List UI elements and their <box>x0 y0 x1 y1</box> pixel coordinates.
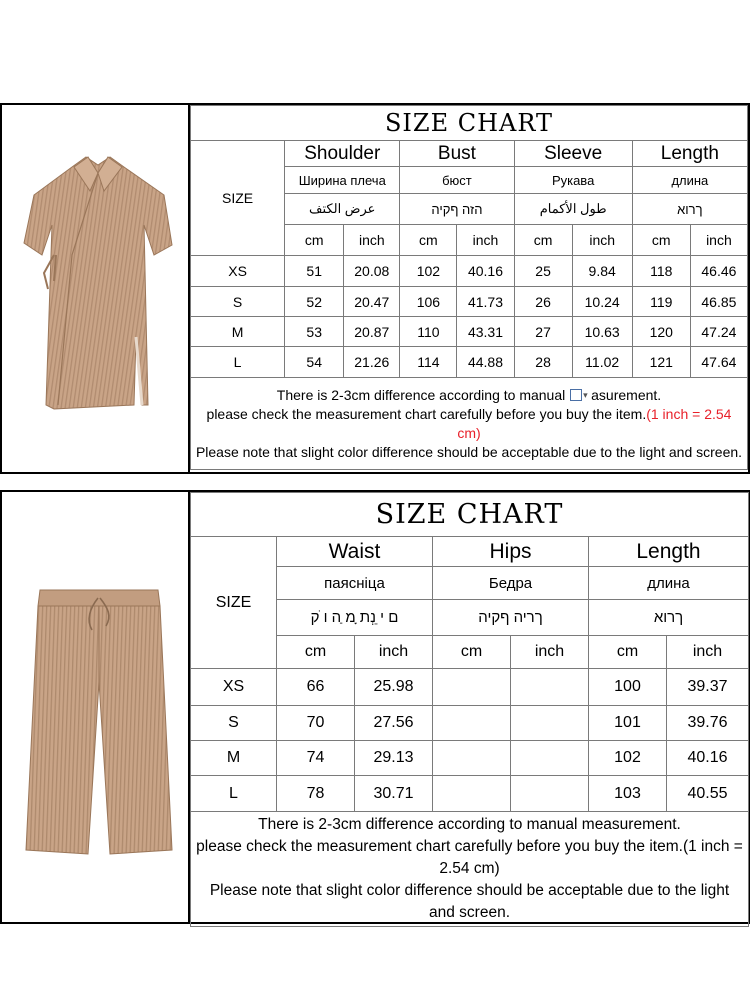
pants-value-cell <box>433 669 511 706</box>
dress-unit-cell: cm <box>514 225 572 256</box>
pants-value-cell: 102 <box>589 741 667 776</box>
dress-unit-cell: cm <box>400 225 457 256</box>
dress-size-chart-block <box>0 103 750 474</box>
dress-value-cell: 110 <box>400 317 457 347</box>
pants-value-cell <box>511 669 589 706</box>
pants-chart-title: SIZE CHART <box>191 493 749 537</box>
dress-size-cell: XS <box>191 256 285 287</box>
pants-image-cell <box>2 492 190 922</box>
dress-value-cell: 46.85 <box>690 287 747 317</box>
pants-size-header: SIZE <box>191 537 277 669</box>
dress-size-table <box>190 105 748 470</box>
pants-size-cell: S <box>191 706 277 741</box>
dress-note-1a: There is 2-3cm difference according to manual <box>276 386 570 403</box>
pants-value-cell: 70 <box>277 706 355 741</box>
dress-row-s <box>191 287 748 317</box>
pants-unit-cell: cm <box>277 636 355 669</box>
pants-col-waist-local: ם י ֵנְת ָמ ַה ו ֹק <box>277 600 433 636</box>
dress-value-cell: 102 <box>400 256 457 287</box>
dress-value-cell: 20.08 <box>344 256 400 287</box>
dress-col-sleeve-local: طول الأكمام <box>514 194 632 225</box>
pants-unit-cell: cm <box>433 636 511 669</box>
dress-value-cell: 120 <box>632 317 690 347</box>
dress-value-cell: 119 <box>632 287 690 317</box>
pants-notes <box>191 812 749 927</box>
dress-note-1b: asurement. <box>591 386 662 403</box>
dress-value-cell: 52 <box>285 287 344 317</box>
dress-value-cell: 54 <box>285 347 344 378</box>
dress-col-length: Length <box>632 141 747 167</box>
dress-value-cell: 106 <box>400 287 457 317</box>
pants-value-cell: 29.13 <box>355 741 433 776</box>
dress-size-cell: M <box>191 317 285 347</box>
pants-col-hips-local: ךריה ףקיה <box>433 600 589 636</box>
paste-options-icon[interactable] <box>570 389 582 401</box>
pants-value-cell <box>511 741 589 776</box>
pants-value-cell: 40.16 <box>667 741 749 776</box>
pants-size-cell: XS <box>191 669 277 706</box>
dress-note-2-text: please check the measurement chart carefully before you buy the item. <box>206 405 647 422</box>
dress-value-cell: 47.24 <box>690 317 747 347</box>
dress-value-cell: 25 <box>514 256 572 287</box>
dress-note-2-conversion: (1 inch = 2.54 cm) <box>457 405 732 441</box>
pants-col-waist: Waist <box>277 537 433 567</box>
pants-value-cell: 101 <box>589 706 667 741</box>
pants-chart-area <box>190 492 748 922</box>
dress-unit-cell: cm <box>632 225 690 256</box>
pants-unit-cell: cm <box>589 636 667 669</box>
dress-col-length-local: ךרוא <box>632 194 747 225</box>
dress-chart-title: SIZE CHART <box>191 106 748 141</box>
dress-value-cell: 114 <box>400 347 457 378</box>
dress-value-cell: 9.84 <box>572 256 632 287</box>
dress-value-cell: 53 <box>285 317 344 347</box>
pants-col-hips-ru: Бедра <box>433 567 589 600</box>
dress-value-cell: 51 <box>285 256 344 287</box>
dress-size-cell: S <box>191 287 285 317</box>
dress-value-cell: 121 <box>632 347 690 378</box>
dress-value-cell: 20.47 <box>344 287 400 317</box>
pants-row-m <box>191 741 749 776</box>
dress-note-1 <box>195 386 743 405</box>
dress-unit-cell: inch <box>344 225 400 256</box>
dress-value-cell: 10.24 <box>572 287 632 317</box>
pants-row-s <box>191 706 749 741</box>
pants-size-cell: M <box>191 741 277 776</box>
dress-value-cell: 28 <box>514 347 572 378</box>
pants-note-2: please check the measurement chart carefully before you buy the item.(1 inch = 2.54 cm) <box>196 838 743 877</box>
dress-row-l <box>191 347 748 378</box>
pants-col-hips: Hips <box>433 537 589 567</box>
pants-size-cell: L <box>191 776 277 812</box>
dress-value-cell: 118 <box>632 256 690 287</box>
pants-col-length: Length <box>589 537 749 567</box>
dress-value-cell: 41.73 <box>457 287 514 317</box>
pants-value-cell: 39.37 <box>667 669 749 706</box>
dress-size-cell: L <box>191 347 285 378</box>
dress-notes <box>191 378 748 470</box>
dress-col-length-ru: длина <box>632 167 747 194</box>
pants-note-3: Please note that slight color difference should be acceptable due to the light and screen. <box>209 882 730 921</box>
dress-col-bust: Bust <box>400 141 514 167</box>
pants-value-cell: 39.76 <box>667 706 749 741</box>
pants-unit-cell: inch <box>355 636 433 669</box>
dress-value-cell: 26 <box>514 287 572 317</box>
dress-row-m <box>191 317 748 347</box>
pants-value-cell <box>433 776 511 812</box>
pants-value-cell: 40.55 <box>667 776 749 812</box>
pants-size-table <box>190 492 749 927</box>
pants-value-cell <box>433 706 511 741</box>
dress-value-cell: 11.02 <box>572 347 632 378</box>
pants-value-cell: 27.56 <box>355 706 433 741</box>
dress-chart-area <box>190 105 748 472</box>
dress-value-cell: 46.46 <box>690 256 747 287</box>
pants-value-cell: 78 <box>277 776 355 812</box>
dress-value-cell: 20.87 <box>344 317 400 347</box>
pants-value-cell <box>511 776 589 812</box>
dress-value-cell: 21.26 <box>344 347 400 378</box>
pants-value-cell: 25.98 <box>355 669 433 706</box>
pants-size-chart-block <box>0 490 750 924</box>
pants-row-xs <box>191 669 749 706</box>
pants-product-image <box>2 492 188 922</box>
pants-col-length-local: ךרוא <box>589 600 749 636</box>
dress-unit-cell: inch <box>690 225 747 256</box>
dress-value-cell: 27 <box>514 317 572 347</box>
pants-value-cell: 103 <box>589 776 667 812</box>
dress-value-cell: 10.63 <box>572 317 632 347</box>
dress-col-sleeve: Sleeve <box>514 141 632 167</box>
pants-unit-cell: inch <box>511 636 589 669</box>
dress-note-2 <box>195 405 743 443</box>
pants-unit-cell: inch <box>667 636 749 669</box>
dress-col-bust-ru: бюст <box>400 167 514 194</box>
dress-value-cell: 44.88 <box>457 347 514 378</box>
pants-note-1: There is 2-3cm difference according to manual measurement. <box>258 816 681 833</box>
pants-value-cell <box>511 706 589 741</box>
pants-value-cell <box>433 741 511 776</box>
pants-value-cell: 30.71 <box>355 776 433 812</box>
dress-col-shoulder: Shoulder <box>285 141 400 167</box>
dress-unit-cell: inch <box>572 225 632 256</box>
dress-unit-cell: inch <box>457 225 514 256</box>
dress-image-cell <box>2 105 190 472</box>
pants-value-cell: 74 <box>277 741 355 776</box>
dress-product-image <box>2 105 188 472</box>
dress-size-header: SIZE <box>191 141 285 256</box>
dress-col-shoulder-local: عرض الكتف <box>285 194 400 225</box>
pants-col-length-ru: длина <box>589 567 749 600</box>
pants-value-cell: 66 <box>277 669 355 706</box>
dress-col-sleeve-ru: Рукава <box>514 167 632 194</box>
dress-note-3: Please note that slight color difference should be acceptable due to the light and screen. <box>195 443 743 460</box>
dress-value-cell: 47.64 <box>690 347 747 378</box>
dress-value-cell: 43.31 <box>457 317 514 347</box>
pants-value-cell: 100 <box>589 669 667 706</box>
dress-col-shoulder-ru: Ширина плеча <box>285 167 400 194</box>
dress-col-bust-local: הזה ףקיה <box>400 194 514 225</box>
dress-row-xs <box>191 256 748 287</box>
pants-row-l <box>191 776 749 812</box>
pants-col-waist-ru: паясніца <box>277 567 433 600</box>
dress-unit-cell: cm <box>285 225 344 256</box>
dress-value-cell: 40.16 <box>457 256 514 287</box>
